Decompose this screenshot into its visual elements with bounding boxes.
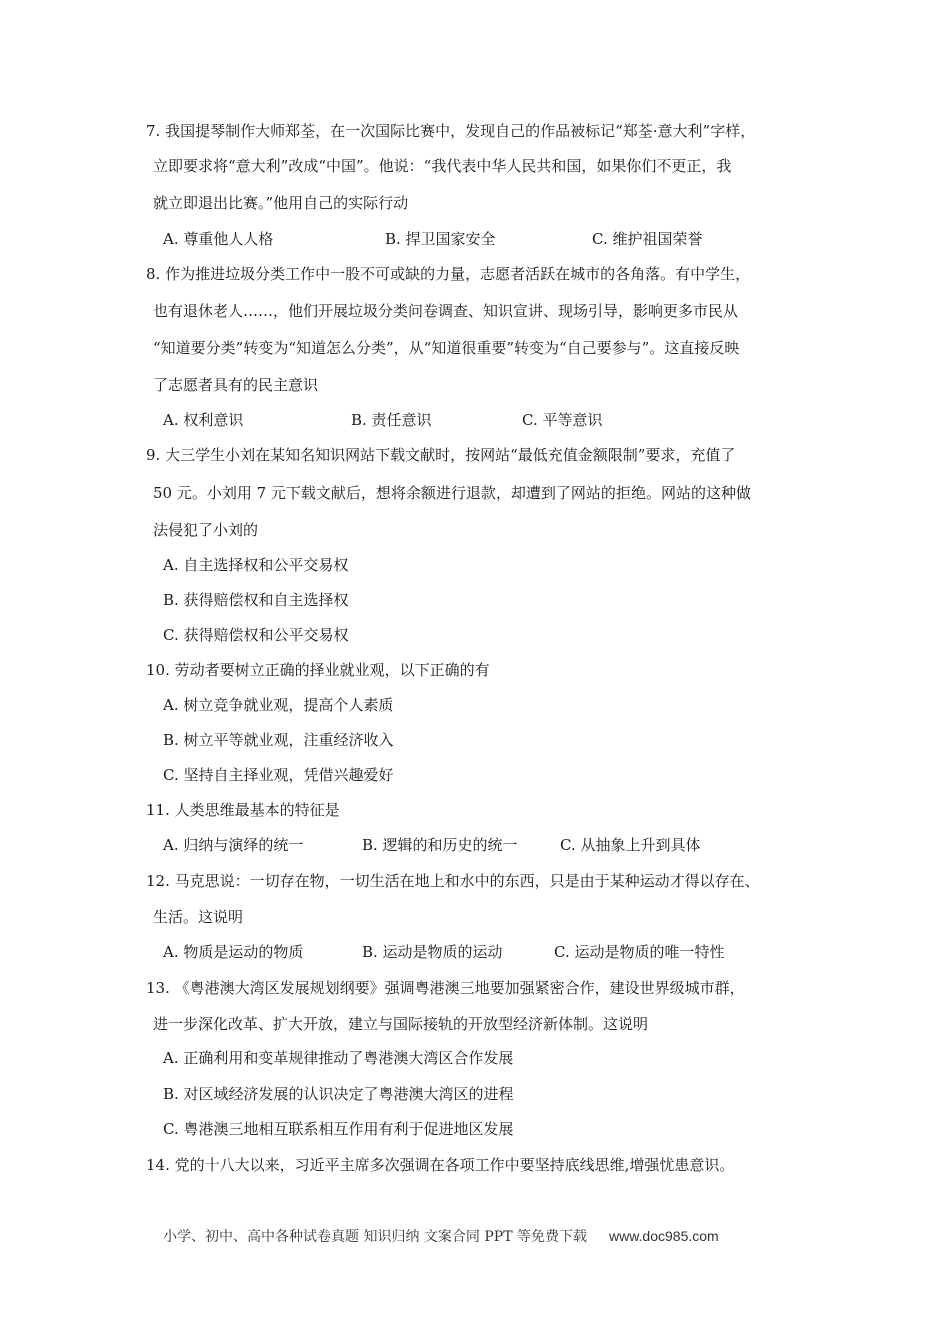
question-9-line-2: 50 元。小刘用 7 元下载文献后，想将余额进行退款，却遭到了网站的拒绝。网站的这种做 (153, 484, 751, 502)
option-c: C. 平等意识 (522, 411, 603, 429)
option-a: A. 归纳与演绎的统一 (163, 836, 304, 854)
question-13-option-b: B. 对区域经济发展的认识决定了粤港澳大湾区的进程 (163, 1085, 514, 1103)
option-a: A. 物质是运动的物质 (163, 943, 304, 961)
footer-url[interactable]: www.doc985.com (608, 1228, 719, 1244)
question-13-option-c: C. 粤港澳三地相互联系相互作用有利于促进地区发展 (163, 1120, 514, 1138)
question-10-line-1: 10. 劳动者要树立正确的择业就业观，以下正确的有 (146, 661, 490, 679)
option-b: B. 责任意识 (351, 411, 432, 429)
question-10-option-b: B. 树立平等就业观，注重经济收入 (163, 731, 394, 749)
question-7-options (163, 229, 702, 249)
question-7-line-2: 立即要求将“意大利”改成“中国”。他说：“我代表中华人民共和国，如果你们不更正，我 (153, 157, 732, 175)
question-12-options (163, 942, 724, 962)
option-c: C. 维护祖国荣誉 (592, 230, 703, 248)
question-7-line-1: 7. 我国提琴制作大师郑荃，在一次国际比赛中，发现自己的作品被标记“郑荃·意大利”字样， (146, 122, 756, 140)
question-8-options (163, 410, 602, 430)
option-b: B. 逻辑的和历史的统一 (362, 836, 518, 854)
footer-text: 小学、初中、高中各种试卷真题 知识归纳 文案合同 PPT 等免费下载 (163, 1229, 587, 1245)
option-a: A. 权利意识 (163, 411, 244, 429)
question-7-line-3: 就立即退出比赛。”他用自己的实际行动 (153, 194, 409, 212)
question-10-option-c: C. 坚持自主择业观，凭借兴趣爱好 (163, 766, 394, 784)
question-9-option-a: A. 自主选择权和公平交易权 (163, 556, 349, 574)
question-9-line-1: 9. 大三学生小刘在某知名知识网站下载文献时，按网站“最低充值金额限制”要求，充值了 (146, 446, 736, 464)
question-12-line-1: 12. 马克思说：一切存在物，一切生活在地上和水中的东西，只是由于某种运动才得以存在、 (146, 872, 760, 890)
page-footer (163, 1226, 719, 1246)
option-c: C. 从抽象上升到具体 (560, 836, 701, 854)
option-b: B. 捍卫国家安全 (385, 230, 496, 248)
question-8-line-1: 8. 作为推进垃圾分类工作中一股不可或缺的力量，志愿者活跃在城市的各角落。有中学生， (146, 265, 751, 283)
question-13-option-a: A. 正确利用和变革规律推动了粤港澳大湾区合作发展 (163, 1049, 514, 1067)
question-9-line-3: 法侵犯了小刘的 (153, 521, 259, 539)
question-8-line-4: 了志愿者具有的民主意识 (153, 376, 319, 394)
question-11-line-1: 11. 人类思维最基本的特征是 (146, 801, 340, 819)
question-14-line-1: 14. 党的十八大以来，习近平主席多次强调在各项工作中要坚持底线思维,增强忧患意识。 (146, 1156, 735, 1174)
question-10-option-a: A. 树立竞争就业观，提高个人素质 (163, 696, 394, 714)
option-a: A. 尊重他人人格 (163, 230, 274, 248)
option-b: B. 运动是物质的运动 (362, 943, 503, 961)
question-12-line-2: 生活。这说明 (153, 908, 244, 926)
question-9-option-c: C. 获得赔偿权和公平交易权 (163, 626, 349, 644)
question-13-line-2: 进一步深化改革、扩大开放，建立与国际接轨的开放型经济新体制。这说明 (153, 1015, 649, 1033)
question-8-line-2: 也有退休老人……，他们开展垃圾分类问卷调查、知识宣讲、现场引导，影响更多市民从 (153, 302, 739, 320)
option-c: C. 运动是物质的唯一特性 (554, 943, 725, 961)
question-8-line-3: “知道要分类”转变为“知道怎么分类”，从“知道很重要”转变为“自己要参与”。这直接反映 (153, 339, 740, 357)
question-13-line-1: 13. 《粤港澳大湾区发展规划纲要》强调粤港澳三地要加强紧密合作，建设世界级城市群， (146, 979, 745, 997)
question-11-options (163, 835, 700, 855)
question-9-option-b: B. 获得赔偿权和自主选择权 (163, 591, 349, 609)
